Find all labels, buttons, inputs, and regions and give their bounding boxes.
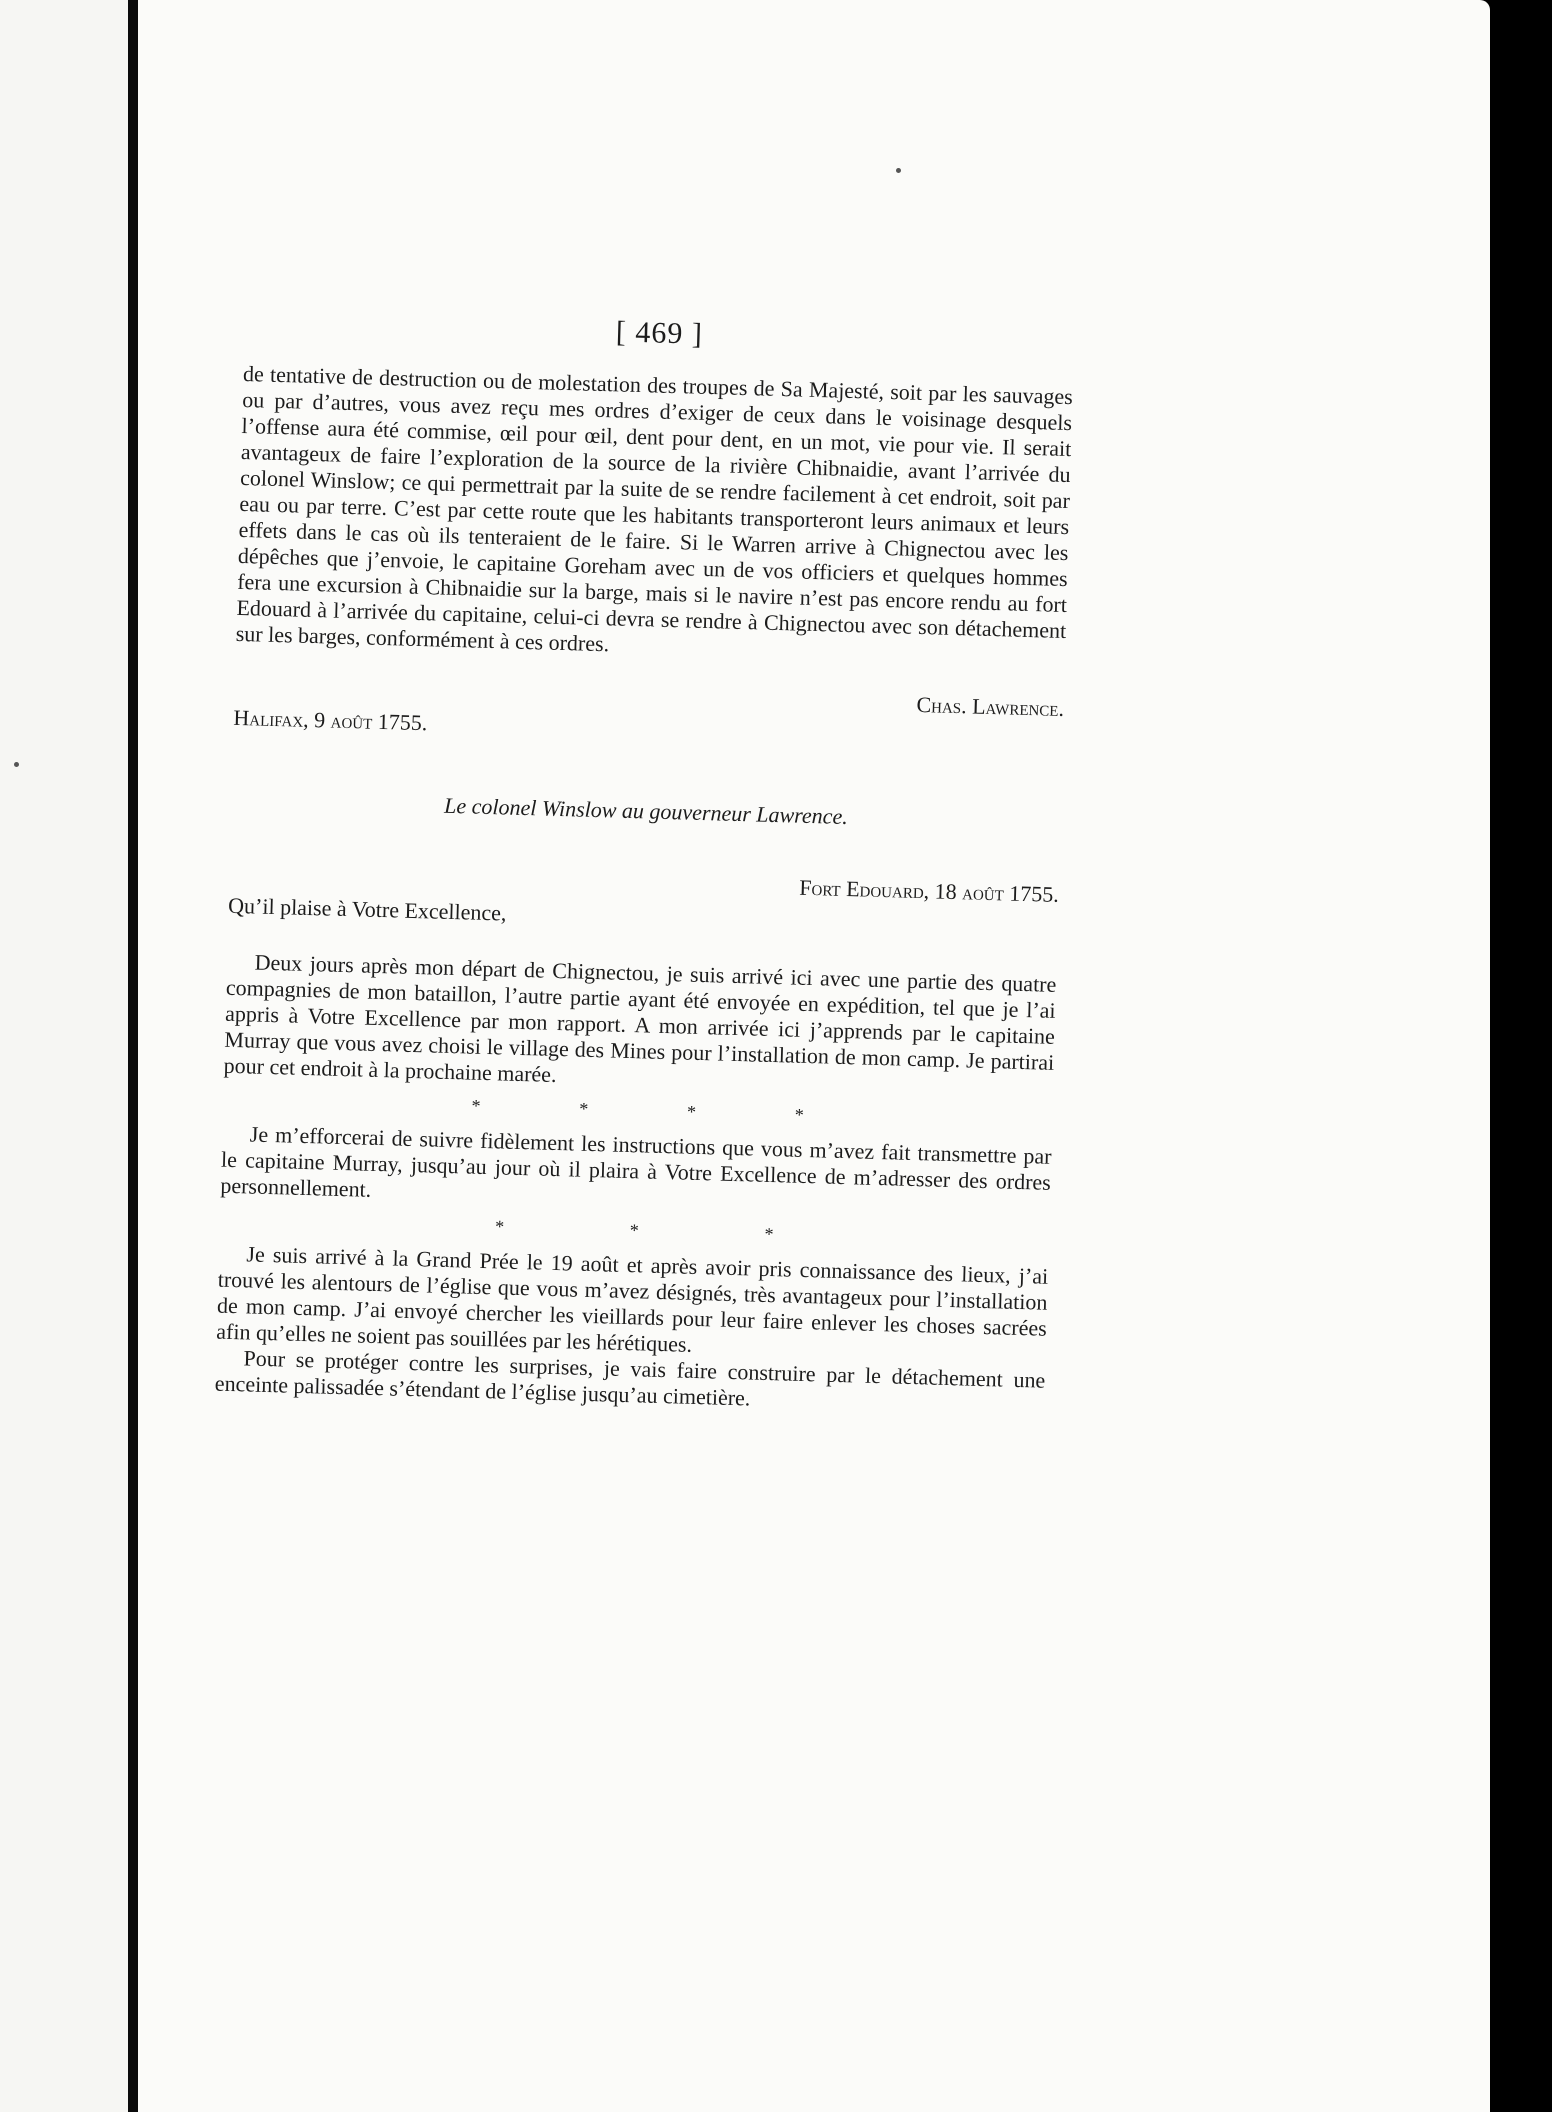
asterisk: *	[794, 1104, 805, 1125]
letter2-dateline: Fort Edouard, 18 août 1755.	[799, 874, 1060, 907]
page-text-block	[215, 305, 1075, 1420]
asterisk: *	[764, 1223, 774, 1245]
asterisk: *	[686, 1101, 697, 1122]
letter2-paragraph-4: Pour se protéger contre les surprises, je vais faire construire par le détachement une enceinte palissadée s’étendant de l’église jusqu’au cimetière.	[214, 1345, 1046, 1411]
page-number: [ 469 ]	[615, 315, 704, 351]
letter2-paragraph-2: Je m’efforcerai de suivre fidèlement les instructions que vous m’avez fait transmettre par le capitaine Murray, jusqu’au jour où il plaira à Votre Excellence de m’adresser des ordres personnellement.	[220, 1121, 1052, 1202]
letter1-closing	[233, 673, 1064, 756]
letter1-place-date: Halifax, 9 août 1755.	[233, 704, 428, 736]
asterisk: *	[579, 1098, 589, 1119]
letter2-salutation: Qu’il plaise à Votre Excellence,	[227, 892, 507, 926]
asterisk: *	[629, 1220, 640, 1241]
letter2-paragraph-3: Je suis arrivé à la Grand Prée le 19 août et après avoir pris connaissance des lieux, j’ai trouvé les alentours de l’église que vous m’avez désignés, très avantageux pour l’installation de mon camp. J’ai envoyé chercher les vieillards pour leur faire enlever les choses sacrées afin qu’elles ne soient pas souillées par les hérétiques.	[215, 1241, 1049, 1357]
previous-page-edge	[0, 0, 128, 2112]
scan-border-right	[1490, 0, 1552, 2112]
letter2-paragraph-1: Deux jours après mon départ de Chignectou, je suis arrivé ici avec une partie des quatre compagnies de mon bataillon, l’autre partie ayant été envoyée en expédition, tel que je l’ai appris à Votre Excellence par mon rapport. A mon arrivée ici j’apprends par le capitaine Murray que vous avez choisi le village des Mines pour l’installation de mon camp. Je partirai pour cet endroit à la prochaine marée.	[223, 949, 1057, 1087]
letter2-title: Le colonel Winslow au gouverneur Lawrence.	[443, 792, 849, 830]
asterisk: *	[471, 1095, 481, 1116]
scan-speck	[14, 762, 19, 767]
binding-gutter	[128, 0, 138, 2112]
letter1-body: de tentative de destruction ou de molestation des troupes de Sa Majesté, soit par les sauvages ou par d’autres, vous avez reçu mes ordres d’exiger de ceux dans le voisinage desquels l’offense aura été commise, œil pour œil, dent pour dent, en un mot, vie pour vie. Il serait avantageux de faire l’exploration de la source de la rivière Chibnaidie, avant l’arrivée du colonel Winslow; ce qui permettrait par la suite de se rendre facilement à cet endroit, soit par eau ou par terre. C’est par cette route que les habitants transporteront leurs animaux et leurs effets dans le cas où ils tenteraient de le faire. Si le Warren arrive à Chignectou avec les dépêches que j’envoie, le capitaine Goreham avec un de vos officiers et quelques hommes fera une excursion à Chibnaidie sur la barge, mais si le navire n’est pas encore rendu au fort Edouard à l’arrivée du capitaine, celui-ci devra se rendre à Chignectou avec son détachement sur les barges, conformément à ces ordres.	[235, 360, 1074, 657]
scan-speck	[896, 168, 901, 173]
letter1-signature: Chas. Lawrence.	[916, 691, 1065, 722]
asterisk: *	[494, 1216, 505, 1237]
